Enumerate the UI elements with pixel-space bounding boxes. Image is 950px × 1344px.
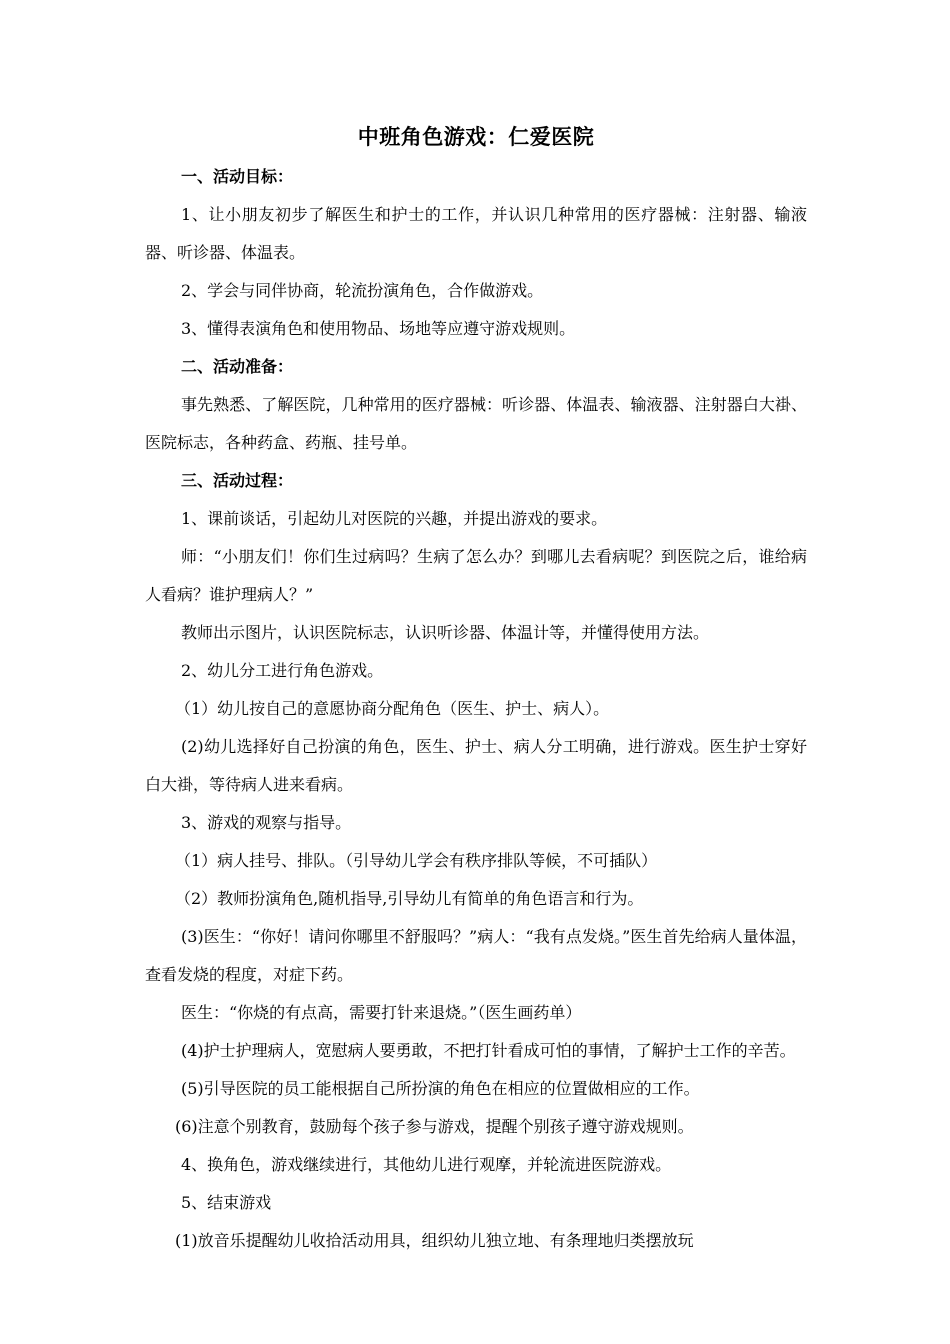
paragraph: （1）幼儿按自己的意愿协商分配角色（医生、护士、病人）。 <box>175 699 610 718</box>
paragraph: 事先熟悉、了解医院，几种常用的医疗器械：听诊器、体温表、输液器、注射器白大褂、医院标志，各种药盒、药瓶、挂号单。 <box>145 395 807 452</box>
paragraph: 教师出示图片，认识医院标志，认识听诊器、体温计等，并懂得使用方法。 <box>181 623 710 642</box>
paragraph: 医生：“你烧的有点高，需要打针来退烧。”（医生画药单） <box>181 1003 582 1022</box>
paragraph: 3、懂得表演角色和使用物品、场地等应遵守游戏规则。 <box>181 319 576 338</box>
paragraph: (6)注意个别教育，鼓励每个孩子参与游戏，提醒个别孩子遵守游戏规则。 <box>175 1117 694 1136</box>
paragraph: 2、幼儿分工进行角色游戏。 <box>181 661 384 680</box>
document-body <box>145 158 807 1260</box>
document-title: 中班角色游戏：仁爱医院 <box>357 125 595 149</box>
paragraph: (5)引导医院的员工能根据自己所扮演的角色在相应的位置做相应的工作。 <box>181 1079 700 1098</box>
paragraph: (4)护士护理病人，宽慰病人要勇敢，不把打针看成可怕的事情，了解护士工作的辛苦。 <box>181 1041 796 1060</box>
paragraph: (2)幼儿选择好自己扮演的角色，医生、护士、病人分工明确，进行游戏。医生护士穿好白大褂，等待病人进来看病。 <box>145 737 807 794</box>
paragraph: （2）教师扮演角色,随机指导,引导幼儿有简单的角色语言和行为。 <box>175 889 644 908</box>
paragraph: 5、结束游戏 <box>181 1193 272 1212</box>
paragraph: 1、让小朋友初步了解医生和护士的工作，并认识几种常用的医疗器械：注射器、输液器、听诊器、体温表。 <box>145 205 807 262</box>
paragraph: 3、游戏的观察与指导。 <box>181 813 352 832</box>
section-heading: 一、活动目标： <box>181 167 294 186</box>
paragraph: (3)医生：“你好！请问你哪里不舒服吗？”病人：“我有点发烧。”医生首先给病人量体温，查看发烧的程度，对症下药。 <box>145 927 807 984</box>
paragraph: 4、换角色，游戏继续进行，其他幼儿进行观摩，并轮流进医院游戏。 <box>181 1155 672 1174</box>
document-page <box>145 118 807 1260</box>
paragraph: （1）病人挂号、排队。（引导幼儿学会有秩序排队等候，不可插队） <box>175 851 658 870</box>
paragraph: 2、学会与同伴协商，轮流扮演角色，合作做游戏。 <box>181 281 544 300</box>
section-heading: 三、活动过程： <box>181 471 294 490</box>
paragraph: (1)放音乐提醒幼儿收拾活动用具，组织幼儿独立地、有条理地归类摆放玩 <box>175 1231 694 1250</box>
section-heading: 二、活动准备： <box>181 357 294 376</box>
paragraph: 1、课前谈话，引起幼儿对医院的兴趣，并提出游戏的要求。 <box>181 509 608 528</box>
paragraph: 师：“小朋友们！你们生过病吗？生病了怎么办？到哪儿去看病呢？到医院之后，谁给病人看病？谁护理病人？” <box>145 547 807 604</box>
